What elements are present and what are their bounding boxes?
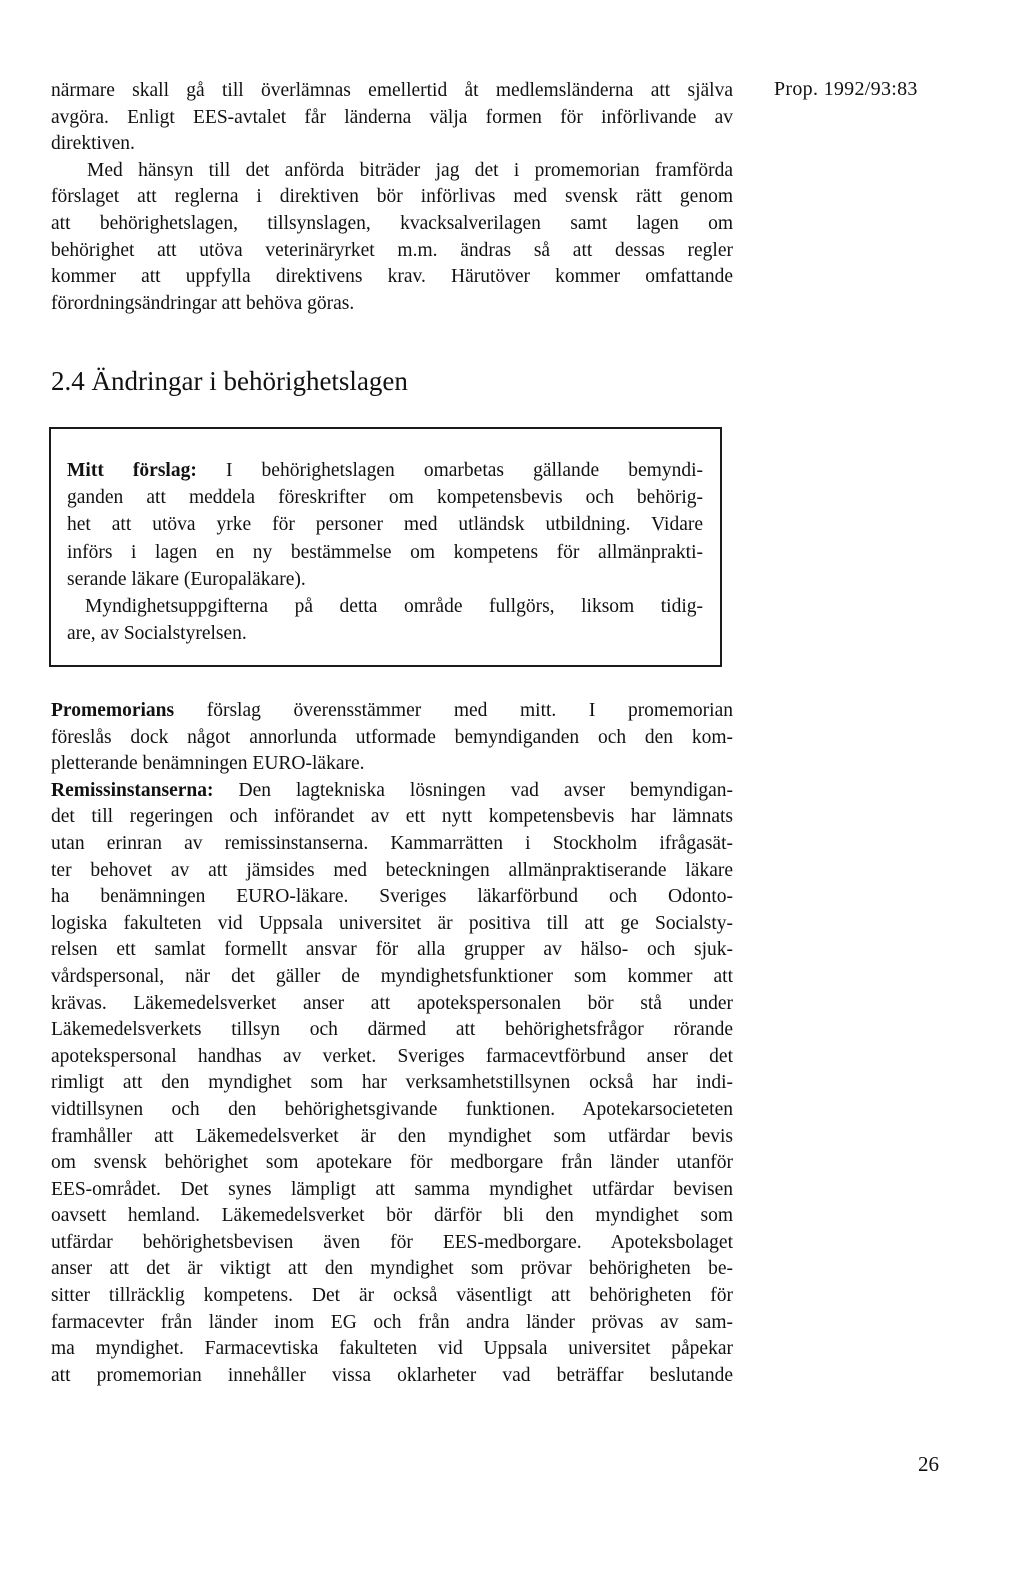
page-number: 26 — [918, 1452, 939, 1476]
text-line: het att utöva yrke för personer med utländsk utbildning. Vidare — [67, 514, 703, 536]
text-line: behörighet att utöva veterinäryrket m.m. ändras så att dessas regler — [51, 239, 733, 261]
text-line: om svensk behörighet som apotekare för medborgare från länder utanför — [51, 1152, 733, 1174]
text-line: are, av Socialstyrelsen. — [67, 623, 247, 645]
text-line: anser att det är viktigt att den myndighet som prövar behörigheten be- — [51, 1258, 733, 1280]
text-line: oavsett hemland. Läkemedelsverket bör därför bli den myndighet som — [51, 1205, 733, 1227]
remiss-paragraph — [51, 778, 733, 1390]
proposal-paragraph-2 — [67, 593, 703, 647]
text-line: apotekspersonal handhas av verket. Sveriges farmacevtförbund anser det — [51, 1045, 733, 1067]
text-line: det till regeringen och införandet av ett nytt kompetensbevis har lämnats — [51, 806, 733, 828]
text-line: kommer att uppfylla direktivens krav. Härutöver kommer omfattande — [51, 266, 733, 288]
intro-paragraph-2 — [51, 158, 733, 318]
proposition-reference: Prop. 1992/93:83 — [774, 78, 918, 100]
text-line: direktiven. — [51, 133, 135, 155]
text-line: logiska fakulteten vid Uppsala universitet är positiva till att ge Socialsty- — [51, 912, 733, 934]
text-line: Myndighetsuppgifterna på detta område fullgörs, liksom tidig- — [85, 596, 703, 618]
text-line: ha benämningen EURO-läkare. Sveriges läkarförbund och Odonto- — [51, 886, 733, 908]
text-line: närmare skall gå till överlämnas emellertid åt medlemsländerna att själva — [51, 80, 733, 101]
text-line — [51, 778, 733, 805]
text-line: att promemorian innehåller vissa oklarheter vad beträffar beslutande — [51, 1364, 733, 1386]
text-line: rimligt att den myndighet som har verksamhetstillsynen också har indi- — [51, 1072, 733, 1094]
text-line: avgöra. Enligt EES-avtalet får länderna välja formen för införlivande av — [51, 106, 733, 128]
text-line: utfärdar behörighetsbevisen även för EES-medborgare. Apoteksbolaget — [51, 1231, 733, 1253]
proposal-label: Mitt förslag: — [67, 460, 197, 481]
proposal-content — [67, 457, 703, 647]
text-line: ma myndighet. Farmacevtiska fakulteten vid Uppsala universitet påpekar — [51, 1338, 733, 1360]
text-line: krävas. Läkemedelsverket anser att apotekspersonalen bör stå under — [51, 992, 733, 1014]
promemoria-paragraph — [51, 698, 733, 778]
text-line: farmacevter från länder inom EG och från andra länder prövas av sam- — [51, 1311, 733, 1333]
remiss-label: Remissinstanserna: — [51, 779, 214, 801]
text-line: Läkemedelsverkets tillsyn och därmed att behörighetsfrågor rörande — [51, 1019, 733, 1041]
remiss-first-line: Den lagtekniska lösningen vad avser bemyndigan- — [213, 779, 733, 801]
text-line: relsen ett samlat formellt ansvar för alla grupper av hälso- och sjuk- — [51, 939, 733, 961]
intro-paragraph-1 — [51, 78, 733, 158]
text-line: förslaget att reglerna i direktiven bör införlivas med svensk rätt genom — [51, 186, 733, 208]
promemoria-label: Promemorians — [51, 700, 175, 721]
text-line — [67, 457, 703, 484]
proposal-first-line: I behörighetslagen omarbetas gällande bemyndi- — [196, 460, 703, 481]
proposal-box — [49, 427, 722, 667]
text-line: EES-området. Det synes lämpligt att samma myndighet utfärdar bevisen — [51, 1178, 733, 1200]
text-line: framhåller att Läkemedelsverket är den myndighet som utfärdar bevis — [51, 1125, 733, 1147]
text-line: införs i lagen en ny bestämmelse om kompetens för allmänprakti- — [67, 541, 703, 563]
text-line: förordningsändringar att behöva göras. — [51, 292, 355, 314]
text-line: serande läkare (Europaläkare). — [67, 568, 306, 590]
text-line: sitter tillräcklig kompetens. Det är också väsentligt att behörigheten för — [51, 1285, 733, 1307]
text-line: vårdspersonal, när det gäller de myndighetsfunktioner som kommer att — [51, 965, 733, 987]
text-line — [51, 698, 733, 725]
intro-section — [51, 78, 733, 317]
text-line: Med hänsyn till det anförda biträder jag det i promemorian framförda — [87, 159, 733, 181]
section-heading: 2.4 Ändringar i behörighetslagen — [51, 366, 408, 396]
commentary-section — [51, 698, 733, 1389]
text-line: ganden att meddela föreskrifter om kompetensbevis och behörig- — [67, 487, 703, 509]
text-line: ter behovet av att jämsides med beteckningen allmänpraktiserande läkare — [51, 859, 733, 881]
text-line: att behörighetslagen, tillsynslagen, kvacksalverilagen samt lagen om — [51, 212, 733, 234]
text-line: föreslås dock något annorlunda utformade bemyndiganden och den kom- — [51, 726, 733, 748]
text-line: vidtillsynen och den behörighetsgivande funktionen. Apotekarsocieteten — [51, 1098, 733, 1120]
promemoria-first-line: förslag överensstämmer med mitt. I promemorian — [174, 700, 733, 721]
text-line: utan erinran av remissinstanserna. Kammarrätten i Stockholm ifrågasät- — [51, 832, 733, 854]
text-line: pletterande benämningen EURO-läkare. — [51, 753, 365, 775]
proposal-paragraph-1 — [67, 457, 703, 593]
